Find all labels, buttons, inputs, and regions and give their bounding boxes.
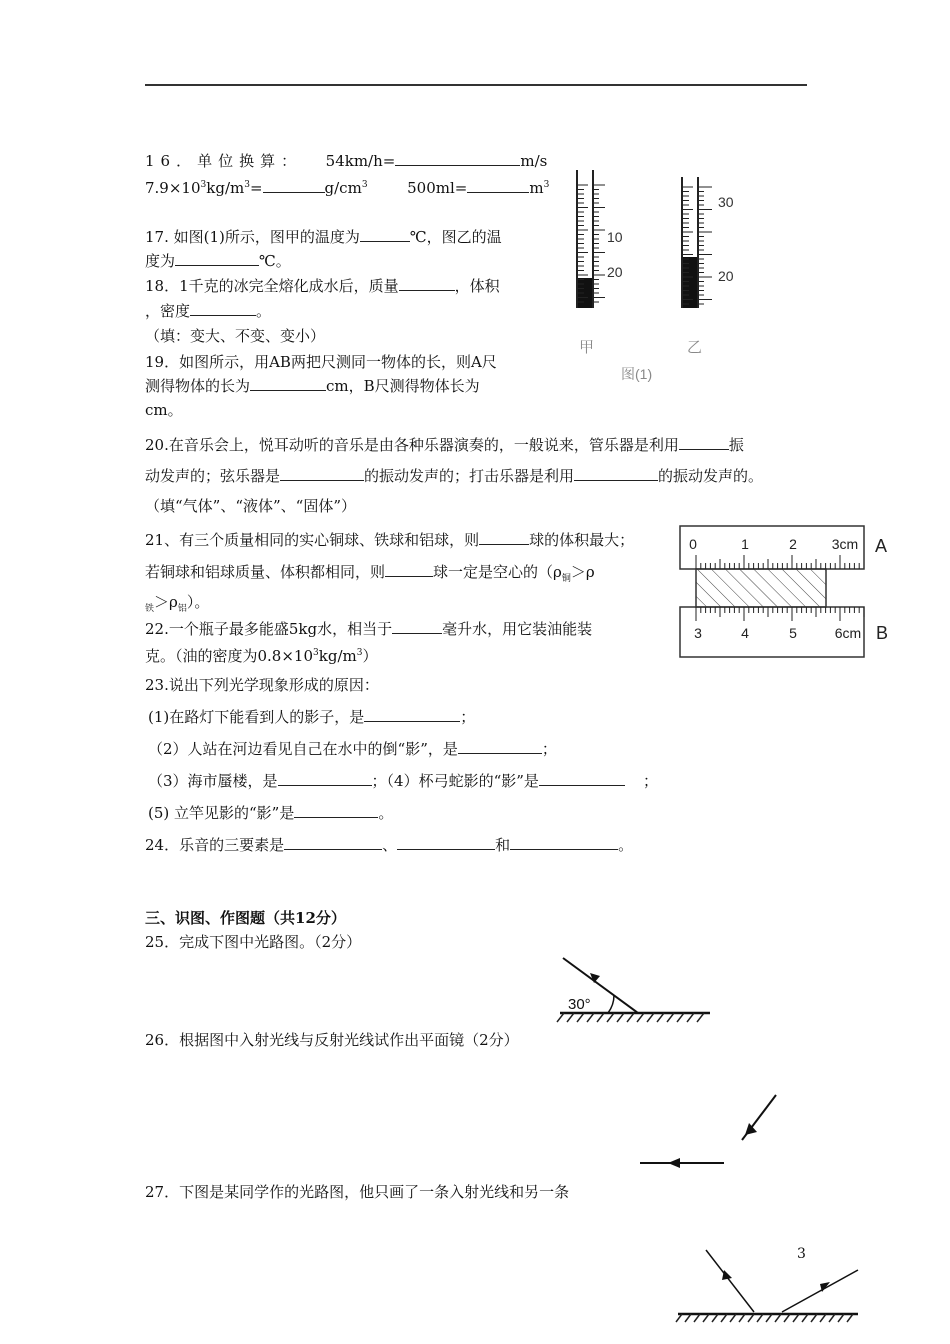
q27-text: 27．下图是某同学作的光路图，他只画了一条入射光线和另一条	[145, 1183, 570, 1201]
q19-line3: cm。	[145, 401, 183, 419]
q20-text4: 的振动发声的；打击乐器是利用	[364, 467, 575, 485]
q26-reflected-arrow-icon	[668, 1158, 680, 1168]
q16-unit1: m/s	[520, 152, 548, 170]
ruler-a-label: A	[875, 536, 888, 556]
q23-blank4[interactable]	[539, 771, 625, 786]
q16-blank1[interactable]	[395, 151, 520, 166]
q22-blank1[interactable]	[392, 619, 442, 634]
q17-text2: ℃，图乙的温	[409, 228, 502, 246]
q23-item1-semi: ；	[460, 708, 476, 726]
q25-hatch-mark	[637, 1013, 644, 1022]
q23-item2	[148, 737, 557, 761]
q17-blank2[interactable]	[175, 251, 259, 266]
q22-text4: kg/m	[318, 647, 357, 665]
q21-blank2[interactable]	[385, 562, 433, 577]
q16-part2: 7.9×10	[145, 179, 201, 197]
q23-blank1[interactable]	[364, 707, 460, 722]
q25-hatch-mark	[577, 1013, 584, 1022]
yi-tick-30: 30	[718, 194, 734, 210]
q22-text3: 克。（油的密度为0.8×10	[145, 647, 314, 665]
q21-text2: 球的体积最大；	[529, 531, 635, 549]
q17-line1	[145, 225, 502, 249]
q16-part1: 54km/h=	[325, 152, 396, 170]
q25-hatch-mark	[697, 1013, 704, 1022]
q16-label: 16．单位换算：	[145, 152, 303, 170]
q24-line	[145, 833, 633, 857]
figure1-caption: 图(1)	[621, 366, 653, 382]
q16-part2b: kg/m	[206, 179, 245, 197]
q21-sub-al: 铝	[177, 604, 187, 614]
q26-diagram	[636, 1090, 786, 1180]
q25-hatch-mark	[597, 1013, 604, 1022]
q22-line1	[145, 617, 592, 641]
q25-hatch-mark	[647, 1013, 654, 1022]
q24-text3: 和	[495, 836, 511, 854]
ruler-b-tick-5: 5	[789, 625, 797, 641]
ruler-a-tick-3: 3cm	[831, 536, 859, 552]
thermometer-yi	[682, 177, 734, 308]
q25-hatch-mark	[687, 1013, 694, 1022]
q21-text6: ＞ρ	[154, 593, 178, 611]
q25-hatch-mark	[667, 1013, 674, 1022]
q25-hatch-mark	[627, 1013, 634, 1022]
q20-blank1[interactable]	[679, 435, 729, 450]
q18-blank2[interactable]	[190, 301, 256, 316]
q21-text7: ）。	[186, 593, 210, 611]
q25-hatch-mark	[617, 1013, 624, 1022]
ruler-a-tick-1: 1	[741, 536, 749, 552]
yi-tick-20: 20	[718, 268, 734, 284]
q24-text1: 24．乐音的三要素是	[145, 836, 285, 854]
q23-item1-text: (1)在路灯下能看到人的影子，是	[148, 708, 365, 726]
q24-text2: 、	[382, 836, 398, 854]
jia-tick-20: 20	[607, 264, 623, 280]
header-rule	[145, 84, 807, 86]
q16-line1	[145, 149, 547, 173]
q22-exp2: 3	[356, 648, 363, 658]
q22-text2: 毫升水，用它装油能装	[442, 620, 593, 638]
q26-incident-arrow-icon	[745, 1123, 757, 1135]
q16-blank2[interactable]	[263, 178, 325, 193]
q24-text4: 。	[618, 836, 634, 854]
q23-item3	[148, 769, 658, 793]
q21-sub-cu: 铜	[561, 574, 571, 584]
q21-text4: 球一定是空心的（ρ	[433, 563, 562, 581]
thermometer-figure	[555, 165, 745, 390]
q22-text1: 22.一个瓶子最多能盛5kg水，相当于	[145, 620, 393, 638]
q23-item2-semi: ；	[541, 740, 557, 758]
q19-text2: cm，B尺测得物体长为	[326, 377, 480, 395]
measured-object	[696, 569, 826, 607]
ruler-a-tick-0: 0	[689, 536, 697, 552]
q17-line2	[145, 249, 291, 273]
q23-blank5[interactable]	[294, 803, 378, 818]
q23-blank3[interactable]	[278, 771, 372, 786]
q16-part3: 500ml=	[407, 179, 468, 197]
q16-part2c: =	[249, 179, 263, 197]
q22-line2	[145, 641, 377, 668]
q23-item5-text: (5) 立竿见影的“影”是	[148, 804, 295, 822]
q25-hatch-mark	[587, 1013, 594, 1022]
q23-item1	[148, 705, 475, 729]
q19-blank1[interactable]	[250, 376, 326, 391]
q24-blank3[interactable]	[510, 835, 618, 850]
q25-hatch-mark	[557, 1013, 564, 1022]
q20-text3: 动发声的；弦乐器是	[145, 467, 281, 485]
jia-tick-10: 10	[607, 229, 623, 245]
q16-exp2: 3	[200, 180, 207, 190]
ruler-b-label: B	[876, 623, 889, 643]
ruler-a-tick-2: 2	[789, 536, 797, 552]
q18-blank1[interactable]	[399, 276, 455, 291]
q16-exp-unit2: 3	[361, 180, 368, 190]
q18-line1	[145, 274, 500, 298]
q25-text: 25．完成下图中光路图。（2分）	[145, 933, 362, 951]
q19-line1: 19．如图所示，用AB两把尺测同一物体的长，则A尺	[145, 353, 497, 371]
q27-diagram	[676, 1246, 866, 1326]
q25-hatch-mark	[677, 1013, 684, 1022]
q18-line3: （填：变大、不变、变小）	[145, 327, 326, 345]
q21-line1	[145, 528, 634, 552]
q22-exp: 3	[313, 648, 319, 658]
q25-diagram	[558, 955, 718, 1025]
q20-text5: 的振动发声的。	[658, 467, 764, 485]
q25-angle-label: 30°	[568, 996, 591, 1013]
q20-blank2[interactable]	[280, 466, 364, 481]
q23-item5	[148, 801, 393, 825]
q20-text1: 20.在音乐会上，悦耳动听的音乐是由各种乐器演奏的，一般说来，管乐器是利用	[145, 436, 679, 454]
q20-line2	[145, 464, 763, 488]
q27-incident-ray	[706, 1250, 754, 1312]
q17-text4: ℃。	[259, 252, 291, 270]
q21-text3: 若铜球和铝球质量、体积都相同，则	[145, 563, 386, 581]
q21-text5: ＞ρ	[570, 563, 595, 581]
thermometer-jia	[577, 170, 623, 308]
q18-text2: ，体积	[454, 277, 500, 295]
q19-text1: 测得物体的长为	[145, 377, 251, 395]
ruler-b-tick-4: 4	[741, 625, 749, 641]
q18-line2	[145, 299, 271, 323]
q20-line1	[145, 433, 744, 457]
q17-text3: 度为	[145, 252, 176, 270]
q23-item2-text: （2）人站在河边看见自己在水中的倒“影”，是	[148, 740, 458, 758]
q19-line2	[145, 374, 480, 398]
q23-item4-text: ；（4）杯弓蛇影的“影”是	[371, 772, 539, 790]
q17-blank1[interactable]	[360, 227, 410, 242]
q23-item3-text: （3）海市蜃楼，是	[148, 772, 278, 790]
ruler-b-tick-3: 3	[694, 625, 702, 641]
q20-blank3[interactable]	[574, 466, 658, 481]
q23-item4-semi: ；	[642, 772, 658, 790]
ruler-b-tick-6: 6cm	[834, 625, 862, 641]
q20-text2: 振	[728, 436, 744, 454]
q20-line3: （填“气体”、“液体”、“固体”）	[145, 497, 357, 515]
q18-text4: 。	[256, 302, 272, 320]
q27-reflected-ray	[782, 1270, 858, 1312]
label-yi: 乙	[687, 339, 703, 356]
page-number: 3	[797, 1246, 806, 1262]
q26-text: 26．根据图中入射光线与反射光线试作出平面镜（2分）	[145, 1031, 519, 1049]
q24-blank1[interactable]	[284, 835, 382, 850]
q23-title: 23.说出下列光学现象形成的原因：	[145, 676, 379, 694]
q16-unit2: g/cm	[324, 179, 362, 197]
q18-text1: 18．1千克的冰完全熔化成水后，质量	[145, 277, 399, 295]
label-jia: 甲	[579, 339, 595, 356]
q23-blank2[interactable]	[458, 739, 542, 754]
q16-line2	[145, 173, 549, 200]
section3-title: 三、识图、作图题（共12分）	[145, 909, 346, 927]
q21-line2	[145, 560, 595, 591]
q21-blank1[interactable]	[479, 530, 529, 545]
q16-unit3: m	[529, 179, 544, 197]
q21-sub-fe: 铁	[145, 604, 155, 614]
q25-hatch-mark	[607, 1013, 614, 1022]
q16-blank3[interactable]	[467, 178, 529, 193]
q24-blank2[interactable]	[397, 835, 495, 850]
q18-text3: ，密度	[145, 302, 191, 320]
q25-hatch-mark	[567, 1013, 574, 1022]
q16-exp2b: 3	[244, 180, 250, 190]
q22-text5: ）	[362, 647, 378, 665]
q23-item5-period: 。	[378, 804, 394, 822]
q25-angle-arc	[608, 995, 614, 1013]
q25-hatch-mark	[657, 1013, 664, 1022]
q17-text1: 17. 如图(1)所示，图甲的温度为	[145, 228, 360, 246]
q16-exp-unit3: 3	[543, 180, 550, 190]
q21-text1: 21、有三个质量相同的实心铜球、铁球和铝球，则	[145, 531, 480, 549]
ruler-figure	[678, 522, 898, 662]
